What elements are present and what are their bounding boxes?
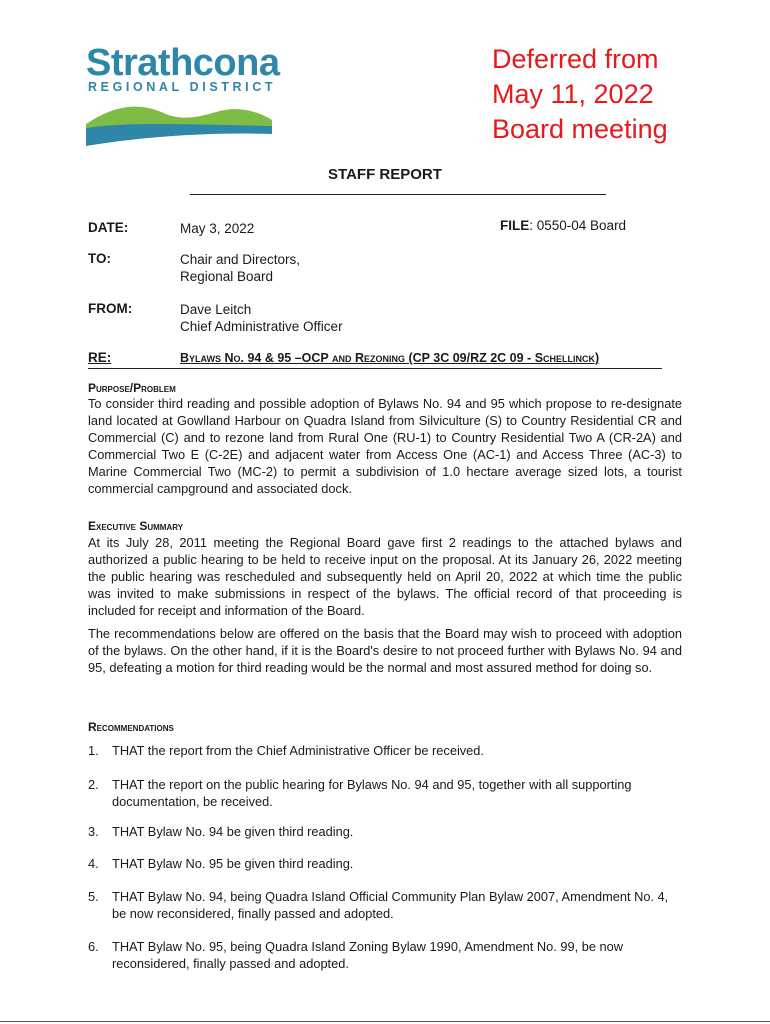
re-divider [88,368,662,369]
recommendation-text: THAT Bylaw No. 94 be given third reading. [112,824,354,839]
recommendation-number: 3. [88,824,99,839]
file-reference [500,218,626,233]
re-label: RE: [88,350,112,365]
to-recipients [180,251,300,285]
logo-subtitle: REGIONAL DISTRICT [88,80,277,94]
recommendation-item [88,824,682,841]
recommendation-item [88,743,682,760]
from-sender [180,301,343,335]
recommendation-text: THAT Bylaw No. 95, being Quadra Island Zoning Bylaw 1990, Amendment No. 99, be now reconsidered, finally passed and adopted. [112,939,623,971]
recommendation-item [88,939,682,973]
from-line-2: Chief Administrative Officer [180,319,343,334]
recommendation-number: 1. [88,743,99,758]
recommendation-number: 6. [88,939,99,954]
file-value: : 0550-04 Board [529,218,627,233]
deferred-line-1: Deferred from [492,44,659,74]
recommendation-text: THAT the report on the public hearing for Bylaws No. 94 and 95, together with all supporting documentation, be received. [112,777,632,809]
date-value: May 3, 2022 [180,221,255,236]
to-label: TO: [88,251,111,266]
page-bottom-edge [0,1021,770,1022]
recommendation-text: THAT Bylaw No. 94, being Quadra Island Official Community Plan Bylaw 2007, Amendment No. 4, be now reconsidered, finally passed and adopted. [112,889,669,921]
summary-paragraph-1: At its July 28, 2011 meeting the Regional Board gave first 2 readings to the attached bylaws and authorized a public hearing to be held to receive input on the proposal. At its January 26, 2022 meeting the public hearing was rescheduled and subsequently held on April 20, 2022 at which time the public was invited to make submissions in respect of the bylaws. The official record of that proceeding is included for receipt and information of the Board. [88,535,682,618]
to-line-1: Chair and Directors, [180,252,301,267]
recommendation-number: 5. [88,889,99,904]
recommendation-number: 2. [88,777,99,792]
deferred-notice [492,42,668,147]
date-label: DATE: [88,220,129,235]
from-label: FROM: [88,301,133,316]
summary-paragraph-2: The recommendations below are offered on the basis that the Board may wish to proceed with adoption of the bylaws. On the other hand, if it is the Board's desire to not proceed further with Bylaws No. 94 and 95, defeating a motion for third reading would be the normal and most assured method for doing so. [88,626,682,675]
deferred-line-3: Board meeting [492,114,668,144]
report-title: STAFF REPORT [328,166,442,183]
recommendation-number: 4. [88,856,99,871]
deferred-line-2: May 11, 2022 [492,79,654,109]
file-label: FILE [500,218,530,233]
logo-wordmark: Strathcona [86,42,280,84]
purpose-text: To consider third reading and possible adoption of Bylaws No. 94 and 95 which propose to re-designate land located at Gowlland Harbour on Quadra Island from Silviculture (S) to Country Residential CR and Commercial (C) and to rezone land from Rural One (RU-1) to Country Residential Two A (CR-2A) and Commercial Two E (C-2E) and adjacent water from Access One (AC-1) and Access Three (AC-3) to Marine Commercial Two (MC-2) to permit a subdivision of 1.0 hectare average sized lots, a tourist commercial campground and associated dock. [88,396,682,496]
summary-heading: Executive Summary [88,519,184,533]
recommendation-item [88,777,682,811]
recommendations-heading: Recommendations [88,720,174,734]
purpose-heading: Purpose/Problem [88,381,176,395]
recommendation-text: THAT Bylaw No. 95 be given third reading. [112,856,354,871]
re-subject: Bylaws No. 94 & 95 –OCP and Rezoning (CP 3C 09/RZ 2C 09 - Schellinck) [180,351,600,365]
to-line-2: Regional Board [180,269,274,284]
recommendation-item [88,889,682,923]
recommendation-item [88,856,682,873]
title-divider [190,194,606,195]
recommendation-text: THAT the report from the Chief Administrative Officer be received. [112,743,484,758]
logo-landscape-icon [86,98,276,150]
from-line-1: Dave Leitch [180,302,252,317]
